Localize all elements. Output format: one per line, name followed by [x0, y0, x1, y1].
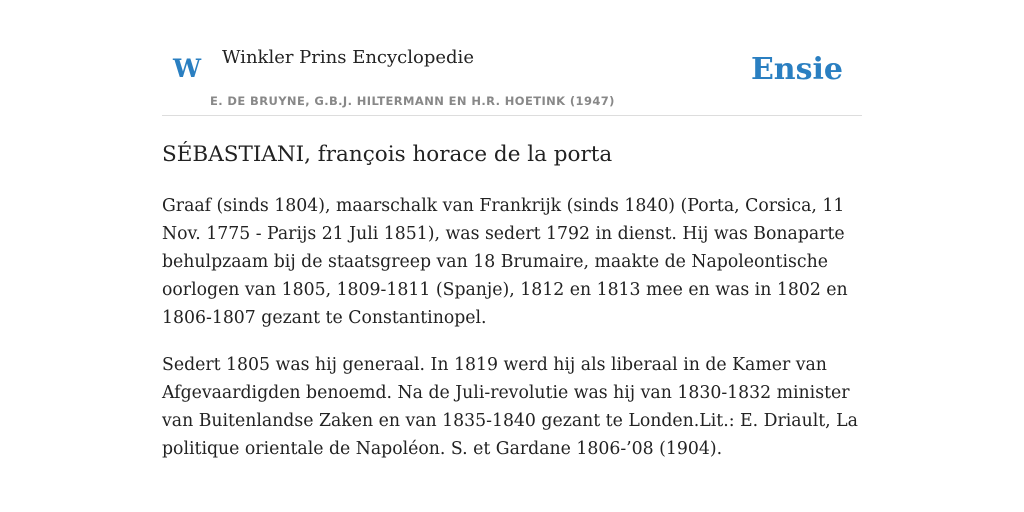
authors-line: E. DE BRUYNE, G.B.J. HILTERMANN EN H.R. HOETINK (1947): [210, 94, 615, 108]
logo-icon[interactable]: W: [173, 54, 202, 83]
entry-paragraph-2: Sedert 1805 was hij generaal. In 1819 werd hij als liberaal in de Kamer van Afgevaardigden benoemd. Na de Juli-revolutie was hij van 1830-1832 minister van Buitenlandse Zaken en van 1835-1840 gezant te Londen.Lit.: E. Driault, La politique orientale de Napoléon. S. et Gardane 1806-’08 (1904).: [162, 355, 858, 459]
page-container: [162, 0, 862, 459]
entry-paragraph-1: Graaf (sinds 1804), maarschalk van Frankrijk (sinds 1840) (Porta, Corsica, 11 Nov. 1775 - Parijs 21 Juli 1851), was sedert 1792 in dienst. Hij was Bonaparte behulpzaam bij de staatsgreep van 18 Brumaire, maakte de Napoleontische oorlogen van 1805, 1809-1811 (Spanje), 1812 en 1813 mee en was in 1802 en 1806-1807 gezant te Constantinopel.: [162, 196, 848, 328]
ensie-brand-logo[interactable]: Ensie: [750, 52, 843, 87]
entry-title: SÉBASTIANI, françois horace de la porta: [162, 142, 613, 167]
site-header: [162, 0, 862, 116]
encyclopedia-title[interactable]: Winkler Prins Encyclopedie: [222, 47, 474, 68]
